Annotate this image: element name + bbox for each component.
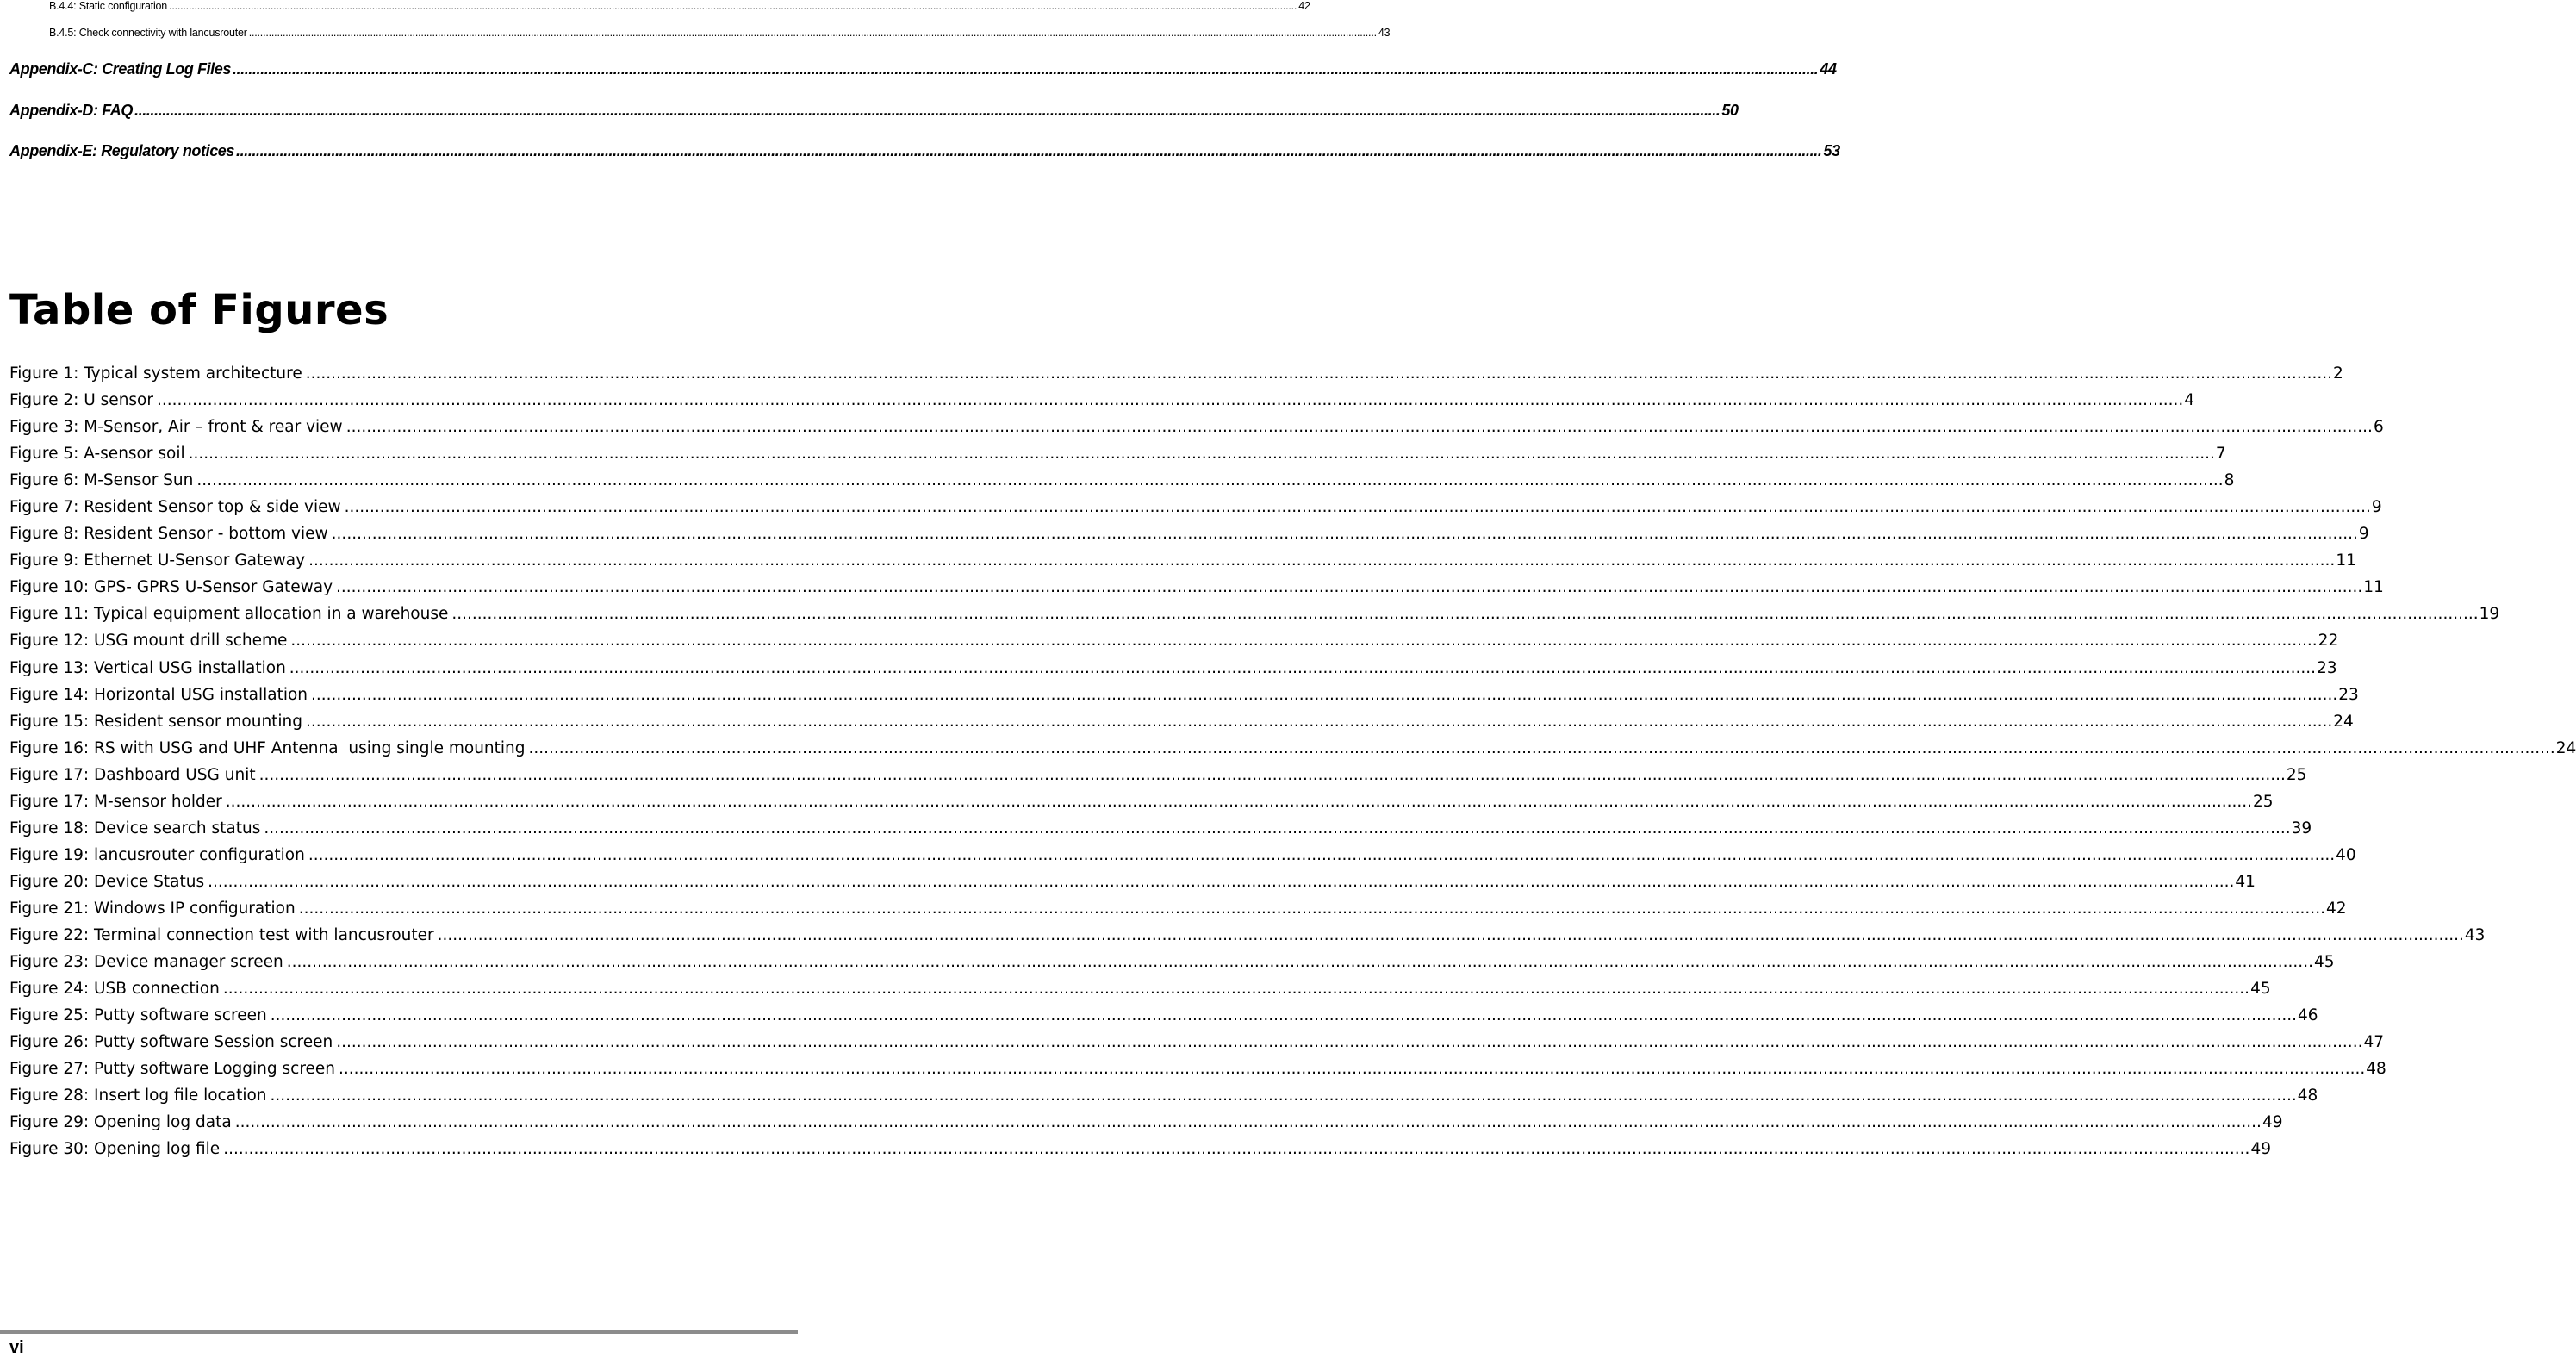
figure-label: Figure 2: U sensor (9, 391, 153, 410)
figure-label: Figure 28: Insert log file location (9, 1087, 267, 1106)
toc-entry-label: Appendix-C: Creating Log Files (9, 60, 232, 78)
figure-label: Figure 23: Device manager screen (9, 953, 283, 972)
figure-entry[interactable] (9, 655, 2337, 682)
footer-rule (0, 1330, 798, 1334)
figure-entry[interactable] (9, 735, 2576, 762)
figure-page: 9 (2371, 498, 2382, 517)
toc-entry-appendix-d[interactable] (9, 99, 1739, 121)
figure-entry[interactable] (9, 869, 2256, 895)
toc-entry-page: 50 (1721, 102, 1739, 119)
figure-page: 41 (2235, 872, 2256, 891)
figure-label: Figure 19: lancusrouter configuration (9, 845, 305, 864)
figure-page: 45 (2313, 953, 2335, 972)
figure-entry[interactable] (9, 762, 2307, 788)
figure-page: 25 (2286, 765, 2307, 784)
figure-page: 39 (2291, 819, 2312, 838)
figure-page: 49 (2250, 1140, 2271, 1159)
toc-entry-b-4-4[interactable] (49, 0, 1310, 14)
figure-page: 9 (2358, 525, 2369, 544)
toc-entry-label: B.4.4: Static configuration (49, 0, 168, 12)
dot-leader: ................................................................................................................................................................................................................................................................................................................................................................................................................ (336, 1033, 2363, 1052)
toc-entry-appendix-c[interactable] (9, 58, 1837, 80)
figure-page: 4 (2184, 391, 2195, 410)
dot-leader: ................................................................................................................................................................................................................................................................................................................................................................................................................ (196, 471, 2224, 490)
dot-leader: ................................................................................................................................................................................................................................................................................................................................................................................................................ (451, 605, 2479, 624)
dot-leader: ................................................................................................................................................................................................................................................................................................................................................................................................................ (270, 1087, 2297, 1106)
toc-entry-page: 42 (1298, 0, 1310, 12)
dot-leader: ................................................................................................................................................................................................................................................................................................................................................................................................................ (345, 418, 2373, 437)
figure-entry[interactable] (9, 682, 2359, 708)
dot-leader: ................................................................................................................................................................................................................................................................................................................................................................................................................ (528, 738, 2555, 757)
figure-entry[interactable] (9, 1109, 2283, 1136)
toc-entry-b-4-5[interactable] (49, 25, 1391, 40)
dot-leader: ................................................................................................................................................................................................................................................................................................................................................................................................................ (222, 980, 2250, 999)
dot-leader: ................................................................................................................................................................................................................................................................................................................................................................................................................ (248, 27, 1377, 39)
toc-entry-page: 53 (1823, 142, 1840, 159)
figure-entry[interactable] (9, 1029, 2384, 1056)
dot-leader: ................................................................................................................................................................................................................................................................................................................................................................................................................ (234, 1113, 2262, 1132)
dot-leader: ................................................................................................................................................................................................................................................................................................................................................................................................................ (223, 1140, 2250, 1159)
figure-entry[interactable] (9, 708, 2354, 735)
figure-label: Figure 1: Typical system architecture (9, 364, 302, 383)
figure-page: 8 (2224, 471, 2235, 490)
figure-page: 40 (2336, 845, 2356, 864)
figures-list (9, 360, 2576, 1162)
figure-label: Figure 18: Device search status (9, 819, 261, 838)
figure-entry[interactable] (9, 1082, 2318, 1109)
figure-page: 24 (2555, 738, 2576, 757)
figure-label: Figure 29: Opening log data (9, 1113, 232, 1132)
figure-entry[interactable] (9, 975, 2271, 1002)
figure-page: 19 (2479, 605, 2500, 624)
figure-entry[interactable] (9, 842, 2356, 869)
figure-page: 6 (2373, 418, 2384, 437)
figure-label: Figure 9: Ethernet U-Sensor Gateway (9, 551, 306, 570)
dot-leader: ................................................................................................................................................................................................................................................................................................................................................................................................................ (290, 632, 2318, 651)
figure-label: Figure 15: Resident sensor mounting (9, 712, 303, 731)
figure-label: Figure 20: Device Status (9, 872, 205, 891)
figure-label: Figure 12: USG mount drill scheme (9, 632, 288, 651)
dot-leader: ................................................................................................................................................................................................................................................................................................................................................................................................................ (308, 845, 2336, 864)
figure-label: Figure 3: M-Sensor, Air – front & rear view (9, 418, 343, 437)
figure-label: Figure 26: Putty software Session screen (9, 1033, 333, 1052)
dot-leader: ................................................................................................................................................................................................................................................................................................................................................................................................................ (308, 551, 2336, 570)
figure-entry[interactable] (9, 467, 2235, 494)
dot-leader: ................................................................................................................................................................................................................................................................................................................................................................................................................ (289, 658, 2317, 677)
dot-leader: ................................................................................................................................................................................................................................................................................................................................................................................................................ (169, 0, 1297, 12)
figure-label: Figure 30: Opening log file (9, 1140, 221, 1159)
figure-page: 43 (2464, 925, 2486, 944)
figure-label: Figure 5: A-sensor soil (9, 445, 185, 464)
figure-entry[interactable] (9, 360, 2343, 387)
dot-leader: ................................................................................................................................................................................................................................................................................................................................................................................................................ (336, 578, 2363, 597)
dot-leader: ................................................................................................................................................................................................................................................................................................................................................................................................................ (306, 712, 2333, 731)
dot-leader: ................................................................................................................................................................................................................................................................................................................................................................................................................ (134, 102, 1720, 119)
figure-label: Figure 11: Typical equipment allocation in a warehouse (9, 605, 449, 624)
figure-label: Figure 21: Windows IP configuration (9, 899, 296, 918)
toc-entry-appendix-e[interactable] (9, 140, 1840, 162)
figure-entry[interactable] (9, 601, 2500, 627)
dot-leader: ................................................................................................................................................................................................................................................................................................................................................................................................................ (344, 498, 2371, 517)
figure-entry[interactable] (9, 440, 2226, 467)
toc-entry-label: Appendix-D: FAQ (9, 102, 133, 119)
footer-page-number: vi (9, 1338, 24, 1357)
figure-label: Figure 8: Resident Sensor - bottom view (9, 525, 328, 544)
toc-entry-label: B.4.5: Check connectivity with lancusrouter (49, 27, 247, 39)
figure-label: Figure 24: USB connection (9, 980, 220, 999)
figure-label: Figure 10: GPS- GPRS U-Sensor Gateway (9, 578, 333, 597)
figure-entry[interactable] (9, 414, 2384, 440)
figure-entry[interactable] (9, 949, 2335, 975)
dot-leader: ................................................................................................................................................................................................................................................................................................................................................................................................................ (233, 60, 1819, 78)
figure-entry[interactable] (9, 387, 2195, 414)
figure-page: 49 (2262, 1113, 2283, 1132)
figure-page: 11 (2363, 578, 2384, 597)
figure-page: 22 (2318, 632, 2339, 651)
figure-label: Figure 6: M-Sensor Sun (9, 471, 194, 490)
figure-entry[interactable] (9, 922, 2486, 949)
toc-entry-page: 44 (1820, 60, 1837, 78)
dot-leader: ................................................................................................................................................................................................................................................................................................................................................................................................................ (208, 872, 2235, 891)
figure-page: 48 (2366, 1060, 2386, 1079)
figure-page: 7 (2215, 445, 2226, 464)
figure-entry[interactable] (9, 574, 2384, 601)
dot-leader: ................................................................................................................................................................................................................................................................................................................................................................................................................ (311, 685, 2338, 704)
dot-leader: ................................................................................................................................................................................................................................................................................................................................................................................................................ (270, 1006, 2297, 1025)
figure-label: Figure 27: Putty software Logging screen (9, 1060, 336, 1079)
figure-entry[interactable] (9, 494, 2382, 520)
dot-leader: ................................................................................................................................................................................................................................................................................................................................................................................................................ (298, 899, 2325, 918)
dot-leader: ................................................................................................................................................................................................................................................................................................................................................................................................................ (437, 925, 2464, 944)
figure-page: 25 (2253, 792, 2274, 811)
figure-label: Figure 16: RS with USG and UHF Antenna using single mounting (9, 738, 526, 757)
figure-entry[interactable] (9, 895, 2347, 922)
figure-entry[interactable] (9, 627, 2339, 654)
figure-page: 47 (2363, 1033, 2384, 1052)
figure-entry[interactable] (9, 788, 2274, 815)
dot-leader: ................................................................................................................................................................................................................................................................................................................................................................................................................ (331, 525, 2358, 544)
figure-page: 48 (2297, 1087, 2318, 1106)
figure-label: Figure 13: Vertical USG installation (9, 658, 286, 677)
dot-leader: ................................................................................................................................................................................................................................................................................................................................................................................................................ (305, 364, 2332, 383)
dot-leader: ................................................................................................................................................................................................................................................................................................................................................................................................................ (286, 953, 2313, 972)
figure-entry[interactable] (9, 547, 2356, 574)
figure-label: Figure 22: Terminal connection test with lancusrouter (9, 925, 434, 944)
figure-page: 2 (2332, 364, 2343, 383)
figures-heading: Table of Figures (9, 286, 389, 334)
figure-page: 23 (2338, 685, 2359, 704)
figure-label: Figure 17: M-sensor holder (9, 792, 222, 811)
dot-leader: ................................................................................................................................................................................................................................................................................................................................................................................................................ (236, 142, 1822, 159)
figure-entry[interactable] (9, 1056, 2386, 1082)
figure-page: 42 (2325, 899, 2347, 918)
figure-label: Figure 14: Horizontal USG installation (9, 685, 308, 704)
figure-entry[interactable] (9, 815, 2312, 842)
figure-entry[interactable] (9, 520, 2369, 547)
dot-leader: ................................................................................................................................................................................................................................................................................................................................................................................................................ (225, 792, 2253, 811)
dot-leader: ................................................................................................................................................................................................................................................................................................................................................................................................................ (156, 391, 2184, 410)
figure-entry[interactable] (9, 1002, 2318, 1029)
figure-page: 46 (2298, 1006, 2318, 1025)
figure-page: 24 (2333, 712, 2354, 731)
dot-leader: ................................................................................................................................................................................................................................................................................................................................................................................................................ (264, 819, 2291, 838)
toc-entry-label: Appendix-E: Regulatory notices (9, 142, 235, 159)
figure-page: 11 (2336, 551, 2356, 570)
figure-page: 45 (2250, 980, 2271, 999)
figure-label: Figure 25: Putty software screen (9, 1006, 267, 1025)
dot-leader: ................................................................................................................................................................................................................................................................................................................................................................................................................ (339, 1060, 2366, 1079)
figure-page: 23 (2317, 658, 2337, 677)
dot-leader: ................................................................................................................................................................................................................................................................................................................................................................................................................ (188, 445, 2215, 464)
figure-label: Figure 7: Resident Sensor top & side view (9, 498, 341, 517)
figure-entry[interactable] (9, 1136, 2271, 1162)
figure-label: Figure 17: Dashboard USG unit (9, 765, 256, 784)
dot-leader: ................................................................................................................................................................................................................................................................................................................................................................................................................ (258, 765, 2286, 784)
toc-entry-page: 43 (1378, 27, 1391, 39)
